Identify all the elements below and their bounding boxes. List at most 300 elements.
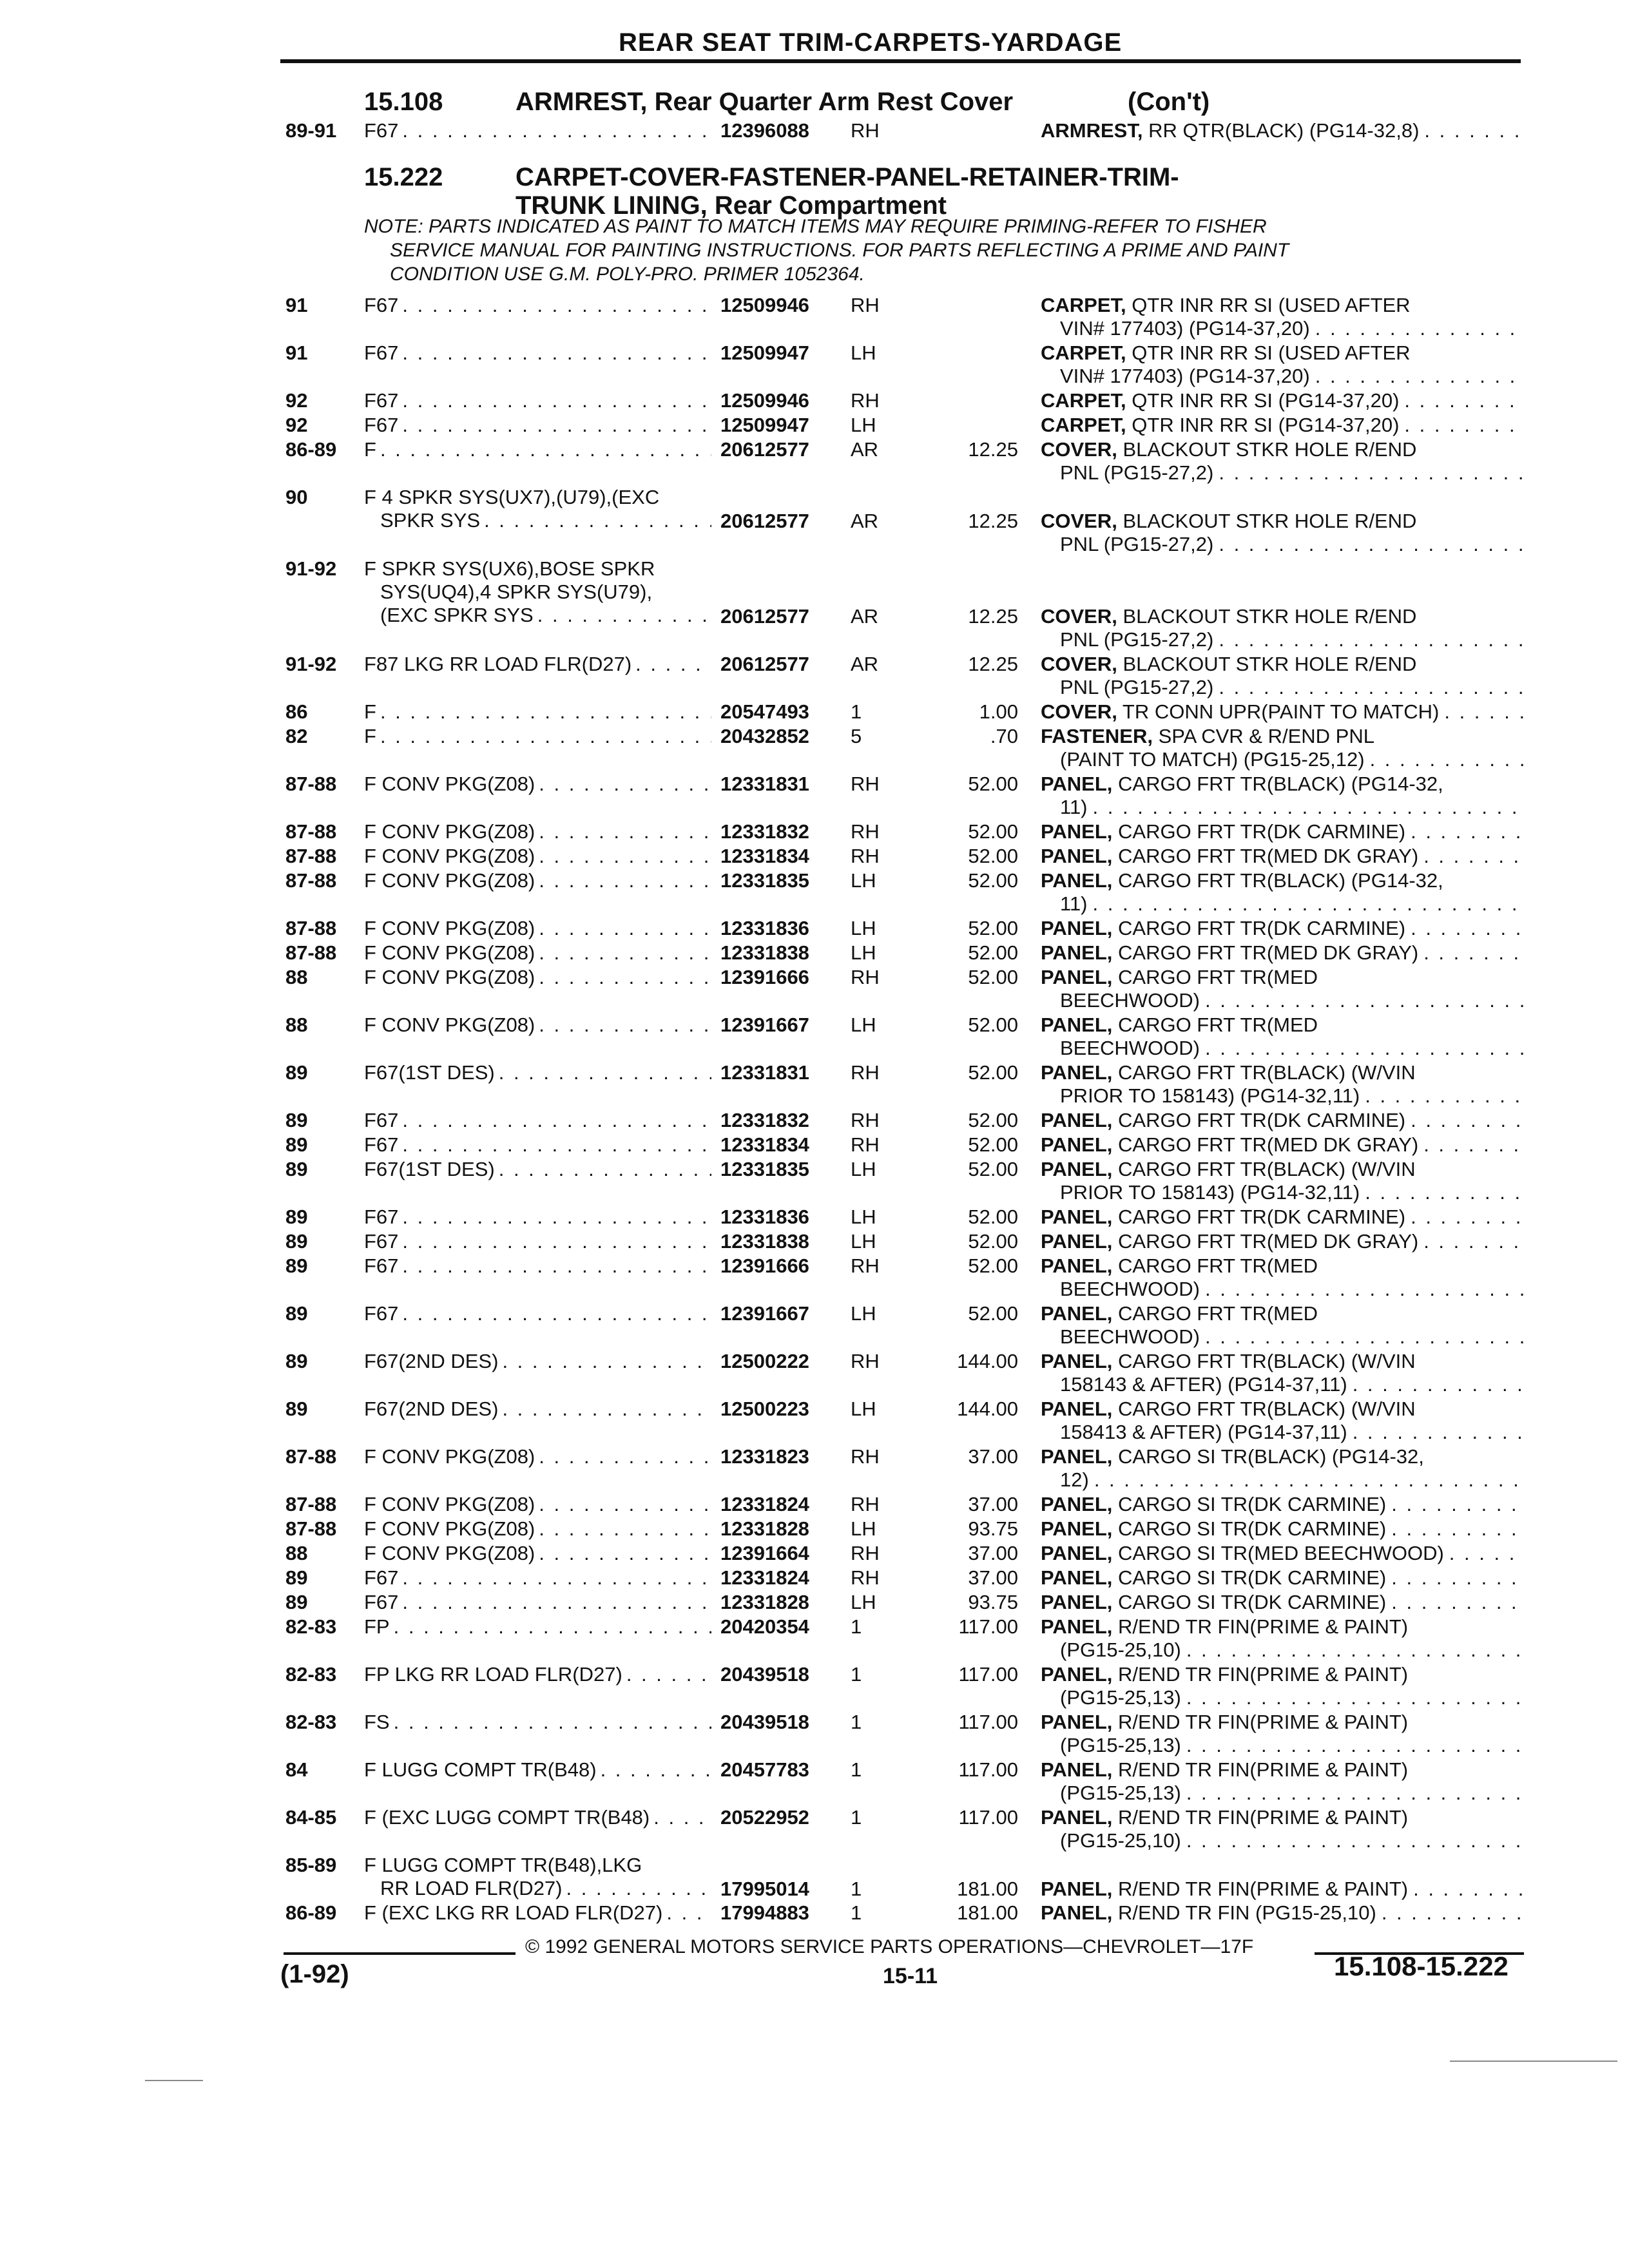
price: 37.00 [968,1566,1018,1589]
leader-dots [1444,700,1524,724]
part-number: 12391664 [720,1542,809,1564]
quantity: LH [851,1158,876,1180]
leader-dots [402,389,711,412]
usage-text: F CONV PKG(Z08) [364,773,535,795]
part-name-line [1041,1782,1524,1805]
model-year: 89 [285,1158,308,1180]
part-name [1041,869,1524,916]
leader-dots [653,1806,711,1829]
part-category: CARPET, [1041,389,1126,412]
part-number: 20547493 [720,700,809,723]
part-name-line [1041,365,1524,388]
part-name [1041,820,1524,843]
usage-description [364,414,715,437]
usage-line [364,1663,715,1686]
model-year: 86-89 [285,438,337,461]
part-name-text [1041,1542,1444,1565]
model-year: 89 [285,1061,308,1084]
usage-text: F67 [364,1302,399,1325]
quantity: AR [851,438,879,461]
price: 93.75 [968,1517,1018,1540]
part-name-line [1041,820,1524,843]
part-name-text [1060,892,1088,916]
part-name [1041,1566,1524,1590]
model-year: 89 [285,1206,308,1228]
leader-dots [1219,676,1524,699]
part-name-text [1041,725,1374,747]
price: 117.00 [958,1758,1018,1781]
leader-dots [601,1758,711,1782]
quantity: LH [851,1206,876,1228]
usage-text: F67(2ND DES) [364,1398,499,1420]
part-name [1041,1445,1524,1492]
usage-description [364,1014,715,1037]
leader-dots [539,966,711,989]
usage-description [364,1302,715,1325]
usage-text: F CONV PKG(Z08) [364,966,535,988]
part-name-text [1041,438,1416,461]
leader-dots [394,1711,711,1734]
part-name-text [1060,1373,1347,1396]
part-number: 12391666 [720,966,809,988]
part-number: 12331831 [720,1061,809,1084]
usage-text: F CONV PKG(Z08) [364,869,535,892]
quantity: RH [851,1061,880,1084]
leader-dots [502,1398,711,1421]
leader-dots [1391,1493,1524,1516]
part-number: 12331824 [720,1493,809,1515]
part-detail: CARGO SI TR(MED BEECHWOOD) [1118,1542,1444,1564]
model-year: 89 [285,1302,308,1325]
part-number: 12509946 [720,294,809,316]
leader-dots [1411,1109,1524,1132]
note-line: CONDITION USE G.M. POLY-PRO. PRIMER 1052364. [390,264,865,285]
usage-line [364,773,715,796]
usage-description [364,725,715,748]
usage-description [364,1445,715,1468]
quantity: LH [851,1230,876,1253]
usage-description [364,438,715,461]
model-year: 89 [285,1566,308,1589]
section-number: 15.222 [364,163,443,191]
usage-text: F LUGG COMPT TR(B48) [364,1758,597,1781]
usage-line [364,1901,715,1925]
usage-text: F CONV PKG(Z08) [364,1445,535,1468]
quantity: LH [851,1398,876,1420]
part-detail: 158413 & AFTER) (PG14-37,11) [1060,1421,1347,1443]
part-name-text [1041,941,1418,965]
part-name-text [1041,1206,1405,1229]
usage-description [364,294,715,317]
part-detail: CARGO FRT TR(DK CARMINE) [1118,820,1406,843]
model-year: 89 [285,1591,308,1613]
quantity: RH [851,773,880,795]
part-name-text [1041,1878,1408,1901]
part-name-line [1041,1037,1524,1060]
part-name-line [1041,1639,1524,1662]
leader-dots [402,1302,711,1325]
part-detail: PRIOR TO 158143) (PG14-32,11) [1060,1084,1360,1107]
part-name-line [1041,748,1524,771]
part-name-line [1041,676,1524,699]
footer-rule-left [284,1952,516,1955]
leader-dots [635,653,711,676]
part-number: 17994883 [720,1901,809,1924]
usage-text: FS [364,1711,390,1733]
leader-dots [539,941,711,965]
part-detail: R/END TR FIN(PRIME & PAINT) [1118,1806,1409,1829]
usage-text: F CONV PKG(Z08) [364,820,535,843]
part-detail: PNL (PG15-27,2) [1060,461,1214,484]
usage-line [364,1230,715,1253]
part-name-line [1041,605,1524,628]
usage-description [364,1854,715,1900]
part-detail: CARGO FRT TR(MED DK GRAY) [1118,1230,1419,1253]
part-detail: CARGO FRT TR(DK CARMINE) [1118,1206,1406,1228]
usage-text: F67 [364,1254,399,1277]
part-name [1041,1061,1524,1108]
part-name-text [1041,510,1416,532]
part-name-line [1041,1686,1524,1709]
part-name-line [1041,389,1524,412]
section-title: CARPET-COVER-FASTENER-PANEL-RETAINER-TRIM- [516,163,1179,191]
usage-description [364,1663,715,1686]
price: 144.00 [957,1350,1018,1372]
part-name-line [1041,1758,1524,1782]
leader-dots [626,1663,711,1686]
part-name [1041,1302,1524,1349]
part-name-line [1041,1615,1524,1639]
part-name-line [1041,1566,1524,1590]
part-name-text [1041,1517,1386,1541]
leader-dots [402,294,711,317]
usage-text: F CONV PKG(Z08) [364,1493,535,1515]
part-name-text [1041,845,1418,868]
part-name-text [1041,1133,1418,1157]
usage-text: F (EXC LUGG COMPT TR(B48) [364,1806,650,1829]
part-name-line [1041,414,1524,437]
leader-dots [402,1591,711,1614]
part-name [1041,438,1524,485]
part-detail: CARGO FRT TR(MED DK GRAY) [1118,1133,1419,1156]
leader-dots [539,845,711,868]
part-name-line [1041,1542,1524,1565]
leader-dots [539,1445,711,1468]
part-name [1041,414,1524,437]
usage-text: F67 [364,1230,399,1253]
part-detail: (PG15-25,10) [1060,1639,1181,1661]
part-number: 12391667 [720,1302,809,1325]
usage-line [364,1806,715,1829]
usage-line [364,1615,715,1639]
usage-text: F67(2ND DES) [364,1350,499,1372]
part-name [1041,653,1524,699]
part-category: COVER, [1041,653,1117,675]
leader-dots [1411,917,1524,940]
part-name [1041,1350,1524,1396]
part-detail: PRIOR TO 158143) (PG14-32,11) [1060,1181,1360,1204]
part-name-text [1060,1686,1181,1709]
usage-line [364,1398,715,1421]
part-number: 12391666 [720,1254,809,1277]
price: 37.00 [968,1445,1018,1468]
part-number: 20612577 [720,438,809,461]
usage-line [364,1493,715,1516]
part-name-line [1041,845,1524,868]
part-name-line [1041,1109,1524,1132]
usage-line [364,700,715,724]
usage-line [364,1061,715,1084]
part-number: 12331832 [720,1109,809,1131]
part-name-text [1060,461,1213,485]
leader-dots [539,773,711,796]
usage-text: F CONV PKG(Z08) [364,1517,535,1540]
note-line: NOTE: PARTS INDICATED AS PAINT TO MATCH ITEMS MAY REQUIRE PRIMING-REFER TO FISHER [364,216,1267,237]
model-year: 88 [285,1014,308,1036]
leader-dots [1205,989,1524,1012]
part-category: PANEL, [1041,1566,1113,1589]
price: 12.25 [968,438,1018,461]
usage-line [364,1158,715,1181]
price: 52.00 [968,1206,1018,1228]
part-name-line [1041,917,1524,940]
usage-line [364,604,715,627]
part-number: 12331834 [720,845,809,867]
part-detail: CARGO SI TR(DK CARMINE) [1118,1493,1387,1515]
leader-dots [402,1206,711,1229]
leader-dots [1094,1468,1524,1492]
price: 52.00 [968,773,1018,795]
part-name-line [1041,1591,1524,1614]
part-detail: R/END TR FIN (PG15-25,10) [1118,1901,1376,1924]
price: 52.00 [968,820,1018,843]
leader-dots [394,1615,711,1639]
leader-dots [1423,845,1524,868]
part-name-text [1041,1230,1418,1253]
leader-dots [539,869,711,892]
part-number: 12331828 [720,1517,809,1540]
part-name-text [1060,1084,1360,1108]
usage-description [364,1206,715,1229]
usage-line [364,917,715,940]
part-name-line [1041,1133,1524,1157]
part-detail: VIN# 177403) (PG14-37,20) [1060,365,1310,387]
part-name-line [1041,1734,1524,1757]
part-name [1041,700,1524,724]
model-year: 87-88 [285,869,337,892]
part-number: 12331831 [720,773,809,795]
part-number: 12331836 [720,917,809,939]
part-number: 20420354 [720,1615,809,1638]
part-category: PANEL, [1041,1711,1113,1733]
usage-line [364,1206,715,1229]
usage-line [364,1350,715,1373]
part-detail: QTR INR RR SI (PG14-37,20) [1132,389,1400,412]
part-name-text [1060,1782,1181,1805]
part-name-text [1041,341,1411,364]
leader-dots [499,1061,711,1084]
price: 52.00 [968,966,1018,988]
part-detail: TR CONN UPR(PAINT TO MATCH) [1122,700,1440,723]
part-name-text [1041,700,1439,724]
part-name-line [1041,317,1524,340]
leader-dots [380,438,711,461]
usage-line [364,341,715,365]
part-detail: (PG15-25,13) [1060,1686,1181,1709]
leader-dots [380,700,711,724]
part-name-text [1041,605,1416,628]
part-name-line [1041,1014,1524,1037]
part-name-line [1041,1398,1524,1421]
part-name-line [1041,1901,1524,1925]
part-name-line [1041,1445,1524,1468]
part-name-text [1041,917,1405,940]
model-year: 87-88 [285,820,337,843]
part-detail: PNL (PG15-27,2) [1060,533,1214,555]
usage-line [364,1566,715,1590]
quantity: LH [851,414,876,436]
usage-line [364,653,715,676]
usage-description [364,1517,715,1541]
price: 52.00 [968,1302,1018,1325]
part-name [1041,1615,1524,1662]
part-detail: CARGO FRT TR(MED DK GRAY) [1118,845,1419,867]
usage-description [364,389,715,412]
part-name-line [1041,1206,1524,1229]
part-detail: PNL (PG15-27,2) [1060,628,1214,651]
part-category: COVER, [1041,438,1117,461]
part-number: 12509947 [720,414,809,436]
usage-line [364,725,715,748]
price: 117.00 [958,1711,1018,1733]
usage-description [364,820,715,843]
price: 117.00 [958,1806,1018,1829]
part-name [1041,1206,1524,1229]
part-name-text [1060,1037,1200,1060]
model-year: 91 [285,294,308,316]
usage-description [364,1254,715,1278]
part-name-line [1041,461,1524,485]
model-year: 91 [285,341,308,364]
quantity: RH [851,1493,880,1515]
part-name-text [1041,1663,1408,1686]
usage-description [364,966,715,989]
part-category: PANEL, [1041,1663,1113,1686]
leader-dots [1365,1181,1524,1204]
leader-dots [1365,1084,1524,1108]
leader-dots [502,1350,711,1373]
model-year: 89 [285,1230,308,1253]
quantity: RH [851,294,880,316]
leader-dots [1186,1734,1524,1757]
part-name-text [1060,1181,1360,1204]
usage-line [364,966,715,989]
quantity: RH [851,1566,880,1589]
part-detail: 158143 & AFTER) (PG14-37,11) [1060,1373,1347,1396]
model-year: 89 [285,1254,308,1277]
usage-line: F SPKR SYS(UX6),BOSE SPKR [364,557,655,580]
part-name [1041,725,1524,771]
usage-description [364,1806,715,1829]
price: 1.00 [979,700,1018,723]
usage-text: F CONV PKG(Z08) [364,941,535,964]
price: 117.00 [958,1615,1018,1638]
part-name [1041,1493,1524,1516]
part-detail: R/END TR FIN(PRIME & PAINT) [1118,1878,1409,1900]
part-name-text [1041,389,1399,412]
model-year: 88 [285,1542,308,1564]
part-name-line [1041,1158,1524,1181]
part-name-text [1060,1734,1181,1757]
usage-text: F CONV PKG(Z08) [364,1014,535,1036]
quantity: RH [851,1109,880,1131]
part-category: PANEL, [1041,1591,1113,1613]
usage-text: F67 [364,1133,399,1156]
usage-description [364,1493,715,1516]
part-category: FASTENER, [1041,725,1153,747]
model-year: 87-88 [285,1445,337,1468]
leader-dots [1411,1206,1524,1229]
part-name-text [1060,796,1088,819]
quantity: 5 [851,725,862,747]
part-name-line [1041,1350,1524,1373]
part-detail: BEECHWOOD) [1060,1278,1200,1300]
leader-dots [1219,461,1524,485]
price: 52.00 [968,869,1018,892]
leader-dots [1404,389,1524,412]
part-name [1041,1517,1524,1541]
painting-note [364,215,1524,286]
part-name-text [1041,773,1443,795]
part-name-text [1060,989,1200,1012]
leader-dots [1186,1829,1524,1852]
quantity: RH [851,966,880,988]
usage-line [364,1591,715,1614]
part-category: COVER, [1041,605,1117,628]
part-detail: CARGO FRT TR(MED [1118,966,1318,988]
part-name-text [1041,1758,1408,1781]
part-category: PANEL, [1041,1061,1113,1084]
part-name-text [1041,1615,1408,1638]
usage-text: F CONV PKG(Z08) [364,845,535,867]
quantity: 1 [851,1806,862,1829]
part-name [1041,1398,1524,1444]
model-year: 89-91 [285,119,337,142]
usage-text: F67 [364,1109,399,1131]
part-name [1041,1878,1524,1901]
quantity: RH [851,1254,880,1277]
part-name-line [1041,966,1524,989]
leader-dots [1382,1901,1524,1925]
quantity: AR [851,510,879,532]
part-number: 12331832 [720,820,809,843]
model-year: 82 [285,725,308,747]
price: 181.00 [957,1901,1018,1924]
usage-line [364,1254,715,1278]
leader-dots [666,1901,711,1925]
part-category: PANEL, [1041,1758,1113,1781]
part-category: PANEL, [1041,869,1113,892]
leader-dots [1219,533,1524,556]
part-detail: R/END TR FIN(PRIME & PAINT) [1118,1615,1409,1638]
leader-dots [402,341,711,365]
part-name-line [1041,510,1524,533]
part-detail: CARGO FRT TR(MED [1118,1254,1318,1277]
quantity: 1 [851,700,862,723]
part-detail: CARGO SI TR(BLACK) (PG14-32, [1118,1445,1424,1468]
part-category: PANEL, [1041,941,1113,964]
part-category: PANEL, [1041,917,1113,939]
